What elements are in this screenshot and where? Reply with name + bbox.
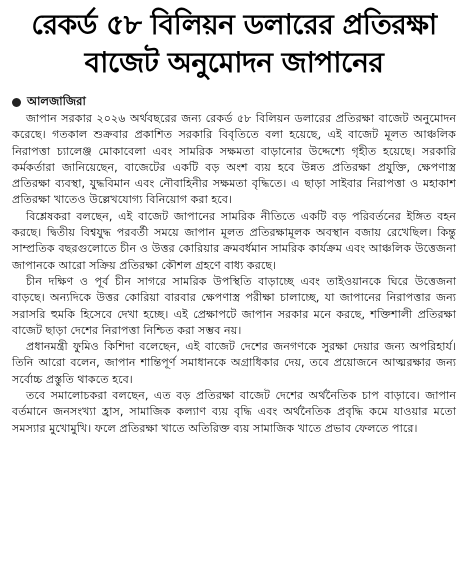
- article-body: [12, 111, 456, 437]
- headline: [12, 6, 456, 82]
- byline: [12, 94, 456, 110]
- paragraph-2: বিশ্লেষকরা বলছেন, এই বাজেট জাপানের সামরিক নীতিতে একটি বড় পরিবর্তনের ইঙ্গিত বহন করছে। দ্বিতীয় বিশ্বযুদ্ধ পরবর্তী সময়ে জাপান মূলত প্রতিরক্ষামূলক অবস্থান বজায় রেখেছিল। কিন্তু সাম্প্রতিক বছরগুলোতে চীন ও উত্তর কোরিয়ার ক্রমবর্ধমান সামরিক কার্যক্রম এবং আঞ্চলিক উত্তেজনা জাপানকে আরো সক্রিয় প্রতিরক্ষা কৌশল গ্রহণে বাধ্য করছে।: [12, 209, 456, 272]
- bullet-icon: [12, 98, 21, 107]
- paragraph-3: চীন দক্ষিণ ও পূর্ব চীন সাগরে সামরিক উপস্থিতি বাড়াচ্ছে এবং তাইওয়ানকে ঘিরে উত্তেজনা বাড়ছে। অন্যদিকে উত্তর কোরিয়া বারবার ক্ষেপণাস্ত্র পরীক্ষা চালাচ্ছে, যা জাপানের নিরাপত্তার জন্য সরাসরি হুমকি হিসেবে দেখা হচ্ছে। এই প্রেক্ষাপটে জাপান সরকার মনে করছে, শক্তিশালী প্রতিরক্ষা বাজেট ছাড়া দেশের নিরাপত্তা নিশ্চিত করা সম্ভব নয়।: [12, 274, 456, 337]
- paragraph-5: তবে সমালোচকরা বলছেন, এত বড় প্রতিরক্ষা বাজেট দেশের অর্থনৈতিক চাপ বাড়াবে। জাপান বর্তমানে জনসংখ্যা হ্রাস, সামাজিক কল্যাণ ব্যয় বৃদ্ধি এবং অর্থনৈতিক প্রবৃদ্ধি কমে যাওয়ার মতো সমস্যার মুখোমুখি। ফলে প্রতিরক্ষা খাতে অতিরিক্ত ব্যয় সামাজিক খাতে প্রভাব ফেলতে পারে।: [12, 389, 456, 435]
- headline-line-1: রেকর্ড ৫৮ বিলিয়ন ডলারের প্রতিরক্ষা: [31, 8, 437, 41]
- paragraph-1: জাপান সরকার ২০২৬ অর্থবছরের জন্য রেকর্ড ৫৮ বিলিয়ন ডলারের প্রতিরক্ষা বাজেট অনুমোদন করেছে। গতকাল শুক্রবার প্রকাশিত সরকারি বিবৃতিতে বলা হয়েছে, এই বাজেট মূলত আঞ্চলিক নিরাপত্তা চ্যালেঞ্জ মোকাবেলা এবং সামরিক সক্ষমতা বাড়ানোর উদ্দেশ্যে গৃহীত হয়েছে। সরকারি কর্মকর্তারা জানিয়েছেন, বাজেটের একটি বড় অংশ ব্যয় হবে উন্নত প্রতিরক্ষা প্রযুক্তি, ক্ষেপণাস্ত্র প্রতিরক্ষা ব্যবস্থা, যুদ্ধবিমান এবং নৌবাহিনীর সক্ষমতা বৃদ্ধিতে। এ ছাড়া সাইবার নিরাপত্তা ও মহাকাশ প্রতিরক্ষা খাতেও উল্লেখযোগ্য বিনিয়োগ করা হবে।: [12, 112, 456, 207]
- headline-line-2: বাজেট অনুমোদন জাপানের: [84, 46, 384, 79]
- paragraph-4: প্রধানমন্ত্রী ফুমিও কিশিদা বলেছেন, এই বাজেট দেশের জনগণকে সুরক্ষা দেয়ার জন্য অপরিহার্য। তিনি আরো বলেন, জাপান শান্তিপূর্ণ সমাধানকে অগ্রাধিকার দেয়, তবে প্রয়োজনে আত্মরক্ষার জন্য সর্বোচ্চ প্রস্তুতি থাকতে হবে।: [12, 340, 456, 386]
- source-label: আলজাজিরা: [27, 93, 86, 108]
